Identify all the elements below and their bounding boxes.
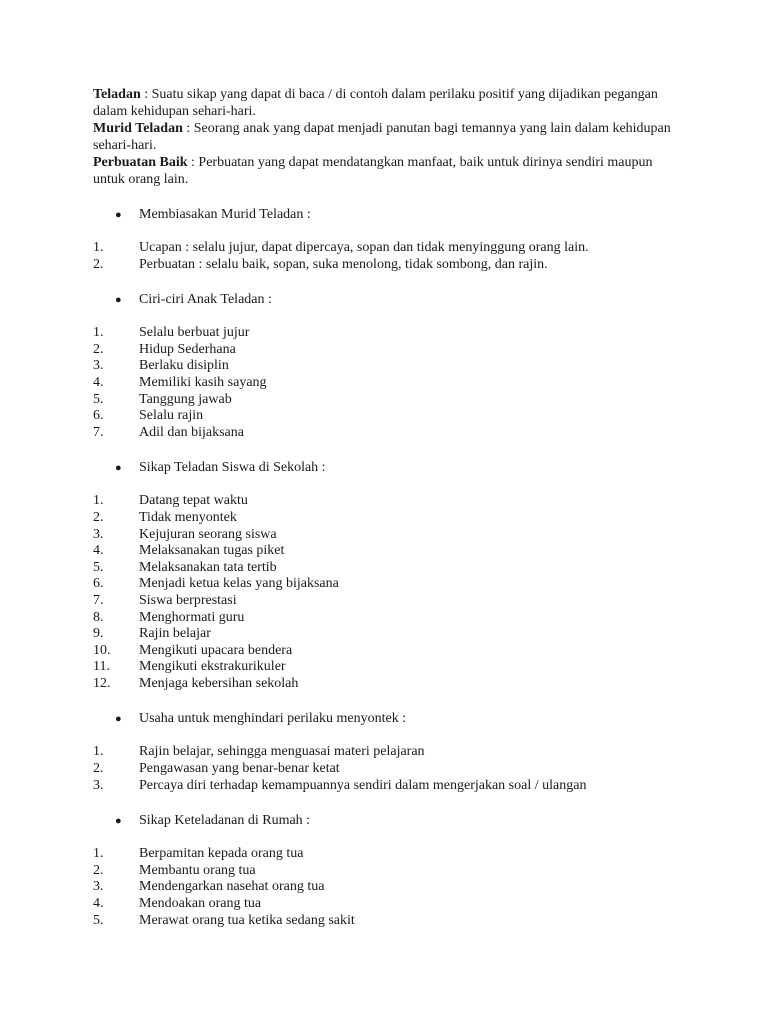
section-heading-text: Usaha untuk menghindari perilaku menyontek :: [139, 711, 407, 727]
definition-term: Teladan: [93, 87, 141, 102]
numbered-list: [93, 846, 673, 929]
definition-term: Murid Teladan: [93, 121, 183, 136]
list-item: [93, 510, 673, 527]
list-item-text: Hidup Sederhana: [139, 341, 236, 357]
section: [93, 710, 673, 794]
list-item: [93, 593, 673, 610]
list-item-text: Mendoakan orang tua: [139, 896, 262, 912]
list-item-text: Selalu berbuat jujur: [139, 325, 250, 341]
list-item: [93, 493, 673, 510]
document-content: [93, 86, 673, 929]
list-item-text: Percaya diri terhadap kemampuannya sendiri dalam mengerjakan soal / ulangan: [139, 777, 587, 793]
list-item-number: 5.: [93, 559, 104, 575]
list-item: [93, 240, 673, 257]
bullet-icon: ●: [115, 815, 122, 828]
list-item-number: 4.: [93, 896, 104, 912]
list-item-text: Datang tepat waktu: [139, 493, 248, 509]
list-item: [93, 913, 673, 930]
list-item-text: Kejujuran seorang siswa: [139, 526, 277, 542]
list-item: [93, 863, 673, 880]
list-item-text: Siswa berprestasi: [139, 592, 237, 608]
list-item-text: Selalu rajin: [139, 408, 204, 424]
list-item-text: Melaksanakan tata tertib: [139, 559, 277, 575]
list-item-number: 3.: [93, 879, 104, 895]
section: [93, 812, 673, 929]
list-item-number: 6.: [93, 408, 104, 424]
list-item-text: Pengawasan yang benar-benar ketat: [139, 761, 340, 777]
list-item-number: 10.: [93, 642, 111, 658]
definitions: [93, 86, 673, 188]
list-item-number: 1.: [93, 744, 104, 760]
list-item: [93, 543, 673, 560]
bullet-icon: ●: [115, 294, 122, 307]
definition-term: Perbuatan Baik: [93, 155, 188, 170]
numbered-list: [93, 240, 673, 273]
section: [93, 459, 673, 692]
list-item: [93, 896, 673, 913]
list-item-number: 11.: [93, 659, 110, 675]
list-item-number: 6.: [93, 576, 104, 592]
list-item-number: 2.: [93, 761, 104, 777]
list-item-number: 1.: [93, 493, 104, 509]
list-item-number: 9.: [93, 626, 104, 642]
list-item-number: 12.: [93, 675, 111, 691]
list-item: [93, 392, 673, 409]
list-item-number: 8.: [93, 609, 104, 625]
list-item-text: Merawat orang tua ketika sedang sakit: [139, 912, 355, 928]
list-item-text: Berlaku disiplin: [139, 358, 229, 374]
list-item: [93, 425, 673, 442]
list-item-text: Menghormati guru: [139, 609, 245, 625]
definition-text: : Seorang anak yang dapat menjadi panutan bagi temannya yang lain dalam kehidupan sehari-hari.: [93, 121, 671, 153]
list-item-text: Perbuatan : selalu baik, sopan, suka menolong, tidak sombong, dan rajin.: [139, 256, 548, 272]
list-item-number: 1.: [93, 846, 104, 862]
list-item: [93, 659, 673, 676]
list-item-number: 3.: [93, 777, 104, 793]
section-heading-text: Membiasakan Murid Teladan :: [139, 207, 311, 222]
list-item-number: 1.: [93, 325, 104, 341]
list-item-number: 5.: [93, 912, 104, 928]
list-item-number: 2.: [93, 256, 104, 272]
section-heading-text: Ciri-ciri Anak Teladan :: [139, 292, 272, 308]
list-item: [93, 676, 673, 693]
section-heading: [93, 291, 673, 309]
list-item-number: 2.: [93, 862, 104, 878]
section-heading: [93, 812, 673, 830]
list-item: [93, 527, 673, 544]
section-heading: [93, 206, 673, 224]
list-item-text: Rajin belajar: [139, 626, 211, 642]
list-item: [93, 560, 673, 577]
list-item: [93, 778, 673, 795]
list-item: [93, 408, 673, 425]
list-item-text: Mendengarkan nasehat orang tua: [139, 879, 325, 895]
section-heading: [93, 459, 673, 477]
list-item: [93, 643, 673, 660]
list-item: [93, 761, 673, 778]
numbered-list: [93, 744, 673, 794]
section-heading-text: Sikap Teladan Siswa di Sekolah :: [139, 460, 326, 476]
bullet-icon: ●: [115, 713, 122, 726]
list-item-text: Mengikuti ekstrakurikuler: [139, 659, 286, 675]
numbered-list: [93, 325, 673, 441]
list-item-text: Memiliki kasih sayang: [139, 374, 267, 390]
numbered-list: [93, 493, 673, 692]
list-item-text: Melaksanakan tugas piket: [139, 543, 285, 559]
list-item-text: Menjadi ketua kelas yang bijaksana: [139, 576, 339, 592]
list-item: [93, 358, 673, 375]
list-item-text: Berpamitan kepada orang tua: [139, 846, 304, 862]
sections: [93, 206, 673, 929]
list-item-number: 5.: [93, 391, 104, 407]
list-item-text: Mengikuti upacara bendera: [139, 642, 293, 658]
list-item: [93, 626, 673, 643]
list-item-number: 7.: [93, 424, 104, 440]
list-item-number: 1.: [93, 240, 104, 255]
definition-paragraph: [93, 154, 673, 188]
list-item: [93, 744, 673, 761]
section-heading: [93, 710, 673, 728]
list-item-number: 7.: [93, 592, 104, 608]
list-item: [93, 576, 673, 593]
section: [93, 206, 673, 273]
list-item: [93, 257, 673, 274]
list-item-number: 3.: [93, 526, 104, 542]
list-item: [93, 879, 673, 896]
list-item: [93, 342, 673, 359]
list-item-number: 4.: [93, 374, 104, 390]
definition-text: : Suatu sikap yang dapat di baca / di contoh dalam perilaku positif yang dijadikan pegangan dalam kehidupan sehari-hari.: [93, 87, 658, 119]
definition-text: : Perbuatan yang dapat mendatangkan manfaat, baik untuk dirinya sendiri maupun untuk orang lain.: [93, 155, 653, 187]
list-item-text: Membantu orang tua: [139, 862, 256, 878]
section: [93, 291, 673, 441]
list-item-text: Tidak menyontek: [139, 509, 237, 525]
bullet-icon: ●: [115, 209, 122, 221]
list-item-number: 2.: [93, 509, 104, 525]
list-item-text: Ucapan : selalu jujur, dapat dipercaya, sopan dan tidak menyinggung orang lain.: [139, 240, 589, 255]
list-item: [93, 846, 673, 863]
list-item: [93, 610, 673, 627]
list-item-number: 3.: [93, 358, 104, 374]
section-heading-text: Sikap Keteladanan di Rumah :: [139, 813, 311, 829]
list-item-text: Adil dan bijaksana: [139, 424, 244, 440]
definition-paragraph: [93, 86, 673, 120]
list-item-number: 4.: [93, 543, 104, 559]
list-item: [93, 375, 673, 392]
definition-paragraph: [93, 120, 673, 154]
list-item-text: Rajin belajar, sehingga menguasai materi pelajaran: [139, 744, 425, 760]
list-item: [93, 325, 673, 342]
bullet-icon: ●: [115, 462, 122, 475]
list-item-text: Tanggung jawab: [139, 391, 232, 407]
list-item-text: Menjaga kebersihan sekolah: [139, 675, 299, 691]
list-item-number: 2.: [93, 341, 104, 357]
